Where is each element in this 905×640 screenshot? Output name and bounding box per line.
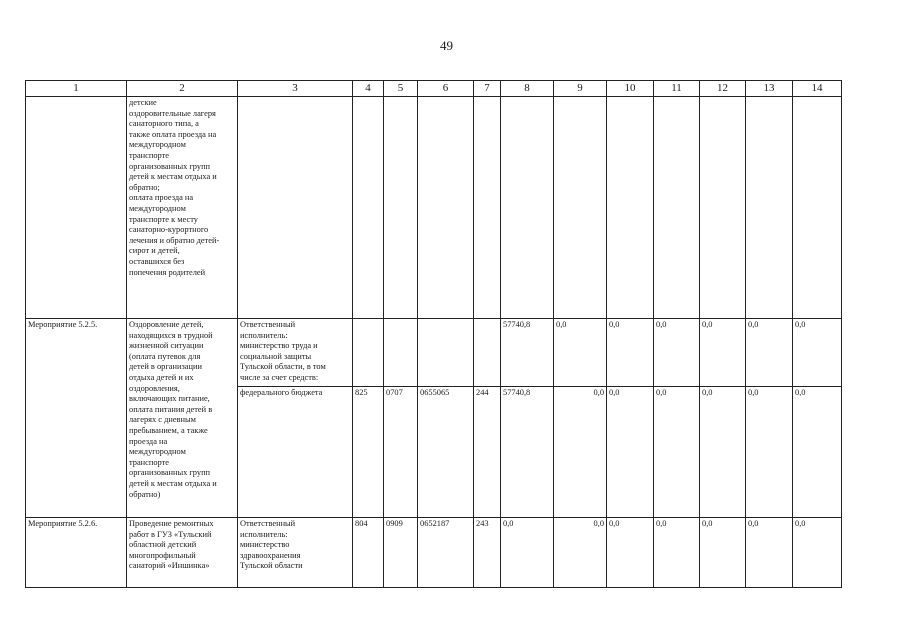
value-cell: 0,0 bbox=[793, 319, 842, 387]
code-cell: 0655065 bbox=[418, 387, 474, 518]
value-cell: 0,0 bbox=[700, 319, 746, 387]
table-header-row bbox=[26, 81, 842, 97]
col-header: 3 bbox=[238, 81, 353, 97]
table-row-5-2-5-executor bbox=[26, 319, 842, 387]
executor: Ответственный исполнитель: министерство труда и социальной защиты Тульской области, в том числе за счет средств: bbox=[238, 319, 353, 387]
funding-source: федерального бюджета bbox=[238, 387, 353, 518]
value-cell: 0,0 bbox=[746, 518, 793, 588]
cell-empty bbox=[654, 97, 700, 319]
measure-description: Проведение ремонтных работ в ГУЗ «Тульский областной детский многопрофильный санаторий «Иншинка» bbox=[127, 518, 238, 588]
cell-empty bbox=[418, 97, 474, 319]
col-header: 12 bbox=[700, 81, 746, 97]
col-header: 4 bbox=[353, 81, 384, 97]
value-cell: 0,0 bbox=[700, 518, 746, 588]
col-header: 11 bbox=[654, 81, 700, 97]
col-header: 10 bbox=[607, 81, 654, 97]
cell-empty bbox=[501, 97, 554, 319]
value-cell: 0,0 bbox=[700, 387, 746, 518]
measure-code: Мероприятие 5.2.5. bbox=[26, 319, 127, 518]
value-cell: 57740,8 bbox=[501, 319, 554, 387]
measure-code: Мероприятие 5.2.6. bbox=[26, 518, 127, 588]
value-cell: 0,0 bbox=[554, 518, 607, 588]
value-cell: 0,0 bbox=[554, 319, 607, 387]
code-cell: 825 bbox=[353, 387, 384, 518]
cell-empty bbox=[238, 97, 353, 319]
col-header: 13 bbox=[746, 81, 793, 97]
col-header: 8 bbox=[501, 81, 554, 97]
value-cell: 0,0 bbox=[554, 387, 607, 518]
code-cell: 0707 bbox=[384, 387, 418, 518]
table-row-5-2-6 bbox=[26, 518, 842, 588]
cell-empty bbox=[353, 319, 384, 387]
col-header: 6 bbox=[418, 81, 474, 97]
code-cell: 244 bbox=[474, 387, 501, 518]
cell-empty bbox=[474, 97, 501, 319]
value-cell: 0,0 bbox=[607, 518, 654, 588]
col-header: 9 bbox=[554, 81, 607, 97]
value-cell: 57740,8 bbox=[501, 387, 554, 518]
value-cell: 0,0 bbox=[654, 319, 700, 387]
executor: Ответственный исполнитель: министерство здравоохранения Тульской области bbox=[238, 518, 353, 588]
value-cell: 0,0 bbox=[746, 387, 793, 518]
value-cell: 0,0 bbox=[793, 518, 842, 588]
code-cell: 243 bbox=[474, 518, 501, 588]
cell-empty bbox=[384, 97, 418, 319]
col-header: 2 bbox=[127, 81, 238, 97]
cell-empty bbox=[474, 319, 501, 387]
page-number: 49 bbox=[440, 38, 453, 53]
value-cell: 0,0 bbox=[607, 387, 654, 518]
cell-empty bbox=[554, 97, 607, 319]
cell-empty bbox=[418, 319, 474, 387]
cell-empty bbox=[793, 97, 842, 319]
col-header: 7 bbox=[474, 81, 501, 97]
value-cell: 0,0 bbox=[654, 518, 700, 588]
col-header: 14 bbox=[793, 81, 842, 97]
code-cell: 804 bbox=[353, 518, 384, 588]
value-cell: 0,0 bbox=[793, 387, 842, 518]
value-cell: 0,0 bbox=[607, 319, 654, 387]
code-cell: 0652187 bbox=[418, 518, 474, 588]
col-header: 5 bbox=[384, 81, 418, 97]
cell-empty bbox=[607, 97, 654, 319]
cell-empty bbox=[700, 97, 746, 319]
continuation-description: детские оздоровительные лагеря санаторного типа, а также оплата проезда на междугородном транспорте организованных групп детей к местам отдыха и обратно; оплата проезда на междугородном транспорте к месту санаторно-курортного лечения и обратно детей- сирот и детей, оставшихся без попечения родителей bbox=[127, 97, 238, 319]
cell-empty bbox=[746, 97, 793, 319]
measure-description: Оздоровление детей, находящихся в трудной жизненной ситуации (оплата путевок для детей в организации отдыха детей и их оздоровления, включающих питание, оплата питания детей в лагерях с дневным пребыванием, а также проезда на междугородном транспорте организованных групп детей к местам отдыха и обратно) bbox=[127, 319, 238, 518]
col-header: 1 bbox=[26, 81, 127, 97]
cell-empty bbox=[26, 97, 127, 319]
code-cell: 0909 bbox=[384, 518, 418, 588]
value-cell: 0,0 bbox=[746, 319, 793, 387]
value-cell: 0,0 bbox=[501, 518, 554, 588]
cell-empty bbox=[353, 97, 384, 319]
value-cell: 0,0 bbox=[654, 387, 700, 518]
budget-table bbox=[25, 80, 842, 588]
cell-empty bbox=[384, 319, 418, 387]
table-row-continuation bbox=[26, 97, 842, 319]
